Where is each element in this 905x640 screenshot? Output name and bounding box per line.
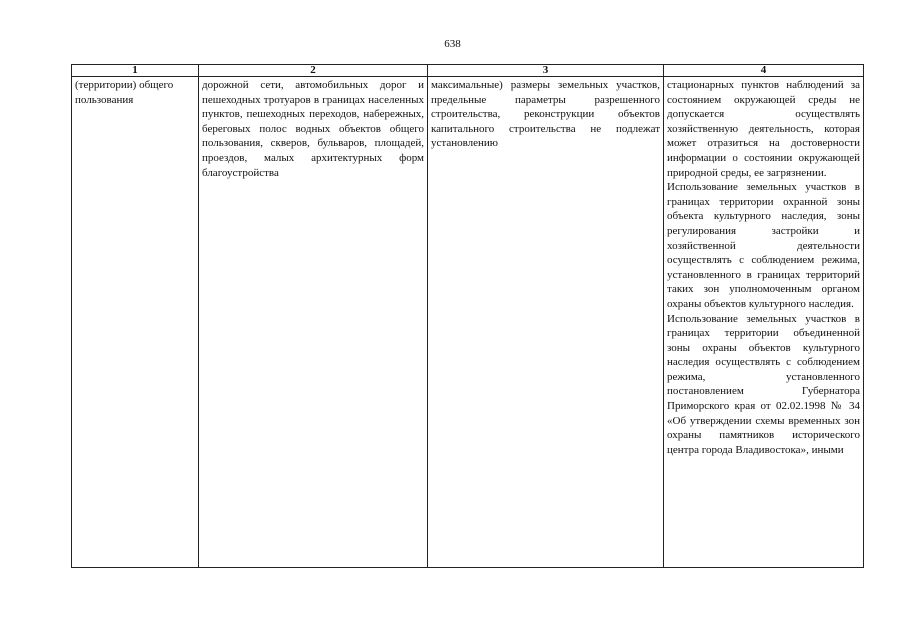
cell-col2 xyxy=(199,77,428,568)
page-number: 638 xyxy=(444,38,461,50)
cell-col4-paragraph: стационарных пунктов наблюдений за состоянием окружающей среды не допускается осуществлять хозяйственную деятельность, которая может отразиться на достоверности информации о состоянии окружающей природной среды, ее загрязнении. xyxy=(667,79,860,179)
column-header-1: 1 xyxy=(72,65,199,77)
cell-col4-paragraph: Использование земельных участков в границах территории охранной зоны объекта культурного наследия, зоны регулирования застройки и хозяйственной деятельности осуществлять с соблюдением режима, установленного в границах территорий таких зон уполномоченным органом охраны объектов культурного наследия. xyxy=(667,181,860,310)
cell-col1 xyxy=(72,77,199,568)
cell-col4-paragraph: Использование земельных участков в границах территории объединенной зоны охраны объектов культурного наследия осуществлять с соблюдением режима, установленного постановлением Губернатора Приморского края от 02.02.1998 № 34 «Об утверждении схемы временных зон охраны памятников исторического центра города Владивостока», иными xyxy=(667,312,860,456)
column-header-3: 3 xyxy=(428,65,664,77)
regulations-table xyxy=(71,64,864,568)
column-header-4: 4 xyxy=(664,65,864,77)
cell-col2-text: дорожной сети, автомобильных дорог и пешеходных тротуаров в границах населенных пунктов, пешеходных переходов, набережных, береговых полос водных объектов общего пользования, скверов, бульваров, площадей, проездов, малых архитектурных форм благоустройства xyxy=(202,79,424,179)
column-header-2: 2 xyxy=(199,65,428,77)
table-row xyxy=(72,77,864,568)
header-row xyxy=(72,65,864,77)
cell-col4 xyxy=(664,77,864,568)
cell-col3-text: максимальные) размеры земельных участков, предельные параметры разрешенного строительства, реконструкции объектов капитального строительства не подлежат установлению xyxy=(431,79,660,150)
cell-col3 xyxy=(428,77,664,568)
cell-col1-text: (территории) общего пользования xyxy=(75,79,174,106)
